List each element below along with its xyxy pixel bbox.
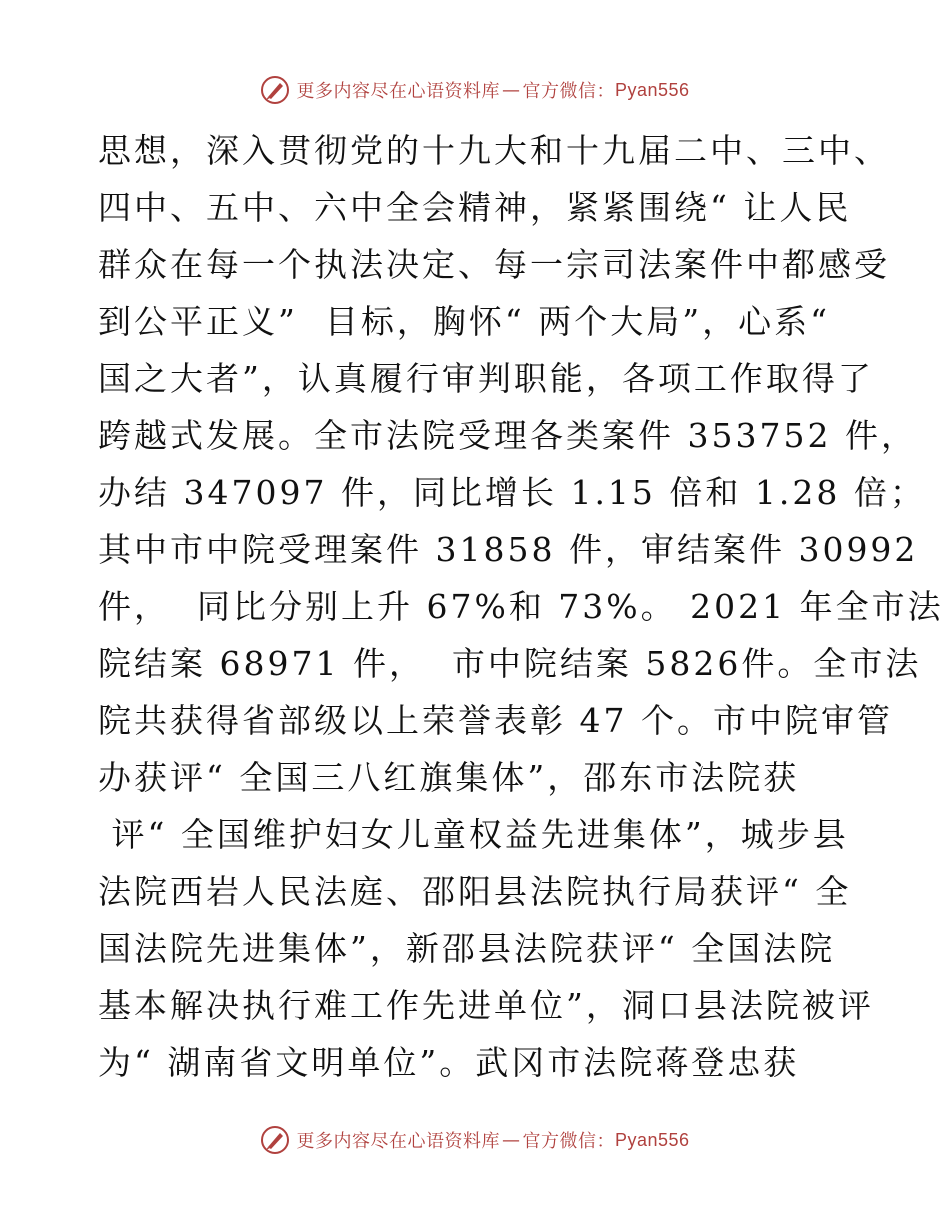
body-line: 群众在每一个执法决定、每一宗司法案件中都感受 — [98, 245, 890, 284]
body-line: 评“ 全国维护妇女儿童权益先进集体”，城步县 — [98, 815, 849, 854]
body-line: 跨越式发展。全市法院受理各类案件 353752 件， — [98, 416, 917, 455]
watermark-wechat-id: Pyan556 — [614, 1129, 690, 1150]
body-line: 国之大者”，认真履行审判职能，各项工作取得了 — [98, 359, 874, 398]
body-line: 办结 347097 件，同比增长 1.15 倍和 1.28 倍； — [98, 473, 926, 512]
body-line: 办获评“ 全国三八红旗集体”，邵东市法院获 — [98, 758, 800, 797]
body-line: 到公平正义” 目标，胸怀“ 两个大局”，心系“ — [98, 302, 830, 341]
body-line: 为“ 湖南省文明单位”。武冈市法院蒋登忠获 — [98, 1043, 800, 1082]
watermark-official-label: 官方微信： — [522, 1131, 615, 1152]
footer-watermark — [0, 1122, 950, 1158]
body-line: 法院西岩人民法庭、邵阳县法院执行局获评“ 全 — [98, 872, 852, 911]
watermark-main-text: 更多内容尽在心语资料库 — [296, 1131, 500, 1152]
body-line: 基本解决执行难工作先进单位”，洞口县法院被评 — [98, 986, 874, 1025]
body-line: 思想，深入贯彻党的十九大和十九届二中、三中、 — [98, 131, 890, 170]
body-line: 件， 同比分别上升 67%和 73%。 2021 年全市法 — [98, 587, 944, 626]
header-watermark — [0, 72, 950, 108]
quill-pen-logo-icon — [260, 1125, 290, 1155]
document-body — [98, 122, 944, 1091]
watermark-dash: — — [501, 1129, 521, 1151]
watermark-wechat-id: Pyan556 — [614, 79, 690, 100]
body-line: 四中、五中、六中全会精神，紧紧围绕“ 让人民 — [98, 188, 852, 227]
watermark-dash: — — [501, 79, 521, 101]
body-line: 其中市中院受理案件 31858 件，审结案件 30992 — [98, 530, 919, 569]
watermark-main-text: 更多内容尽在心语资料库 — [296, 81, 500, 102]
body-line: 国法院先进集体”，新邵县法院获评“ 全国法院 — [98, 929, 836, 968]
body-line: 院共获得省部级以上荣誉表彰 47 个。市中院审管 — [98, 701, 893, 740]
quill-pen-logo-icon — [260, 75, 290, 105]
body-line: 院结案 68971 件， 市中院结案 5826件。全市法 — [98, 644, 922, 683]
watermark-official-label: 官方微信： — [522, 81, 615, 102]
